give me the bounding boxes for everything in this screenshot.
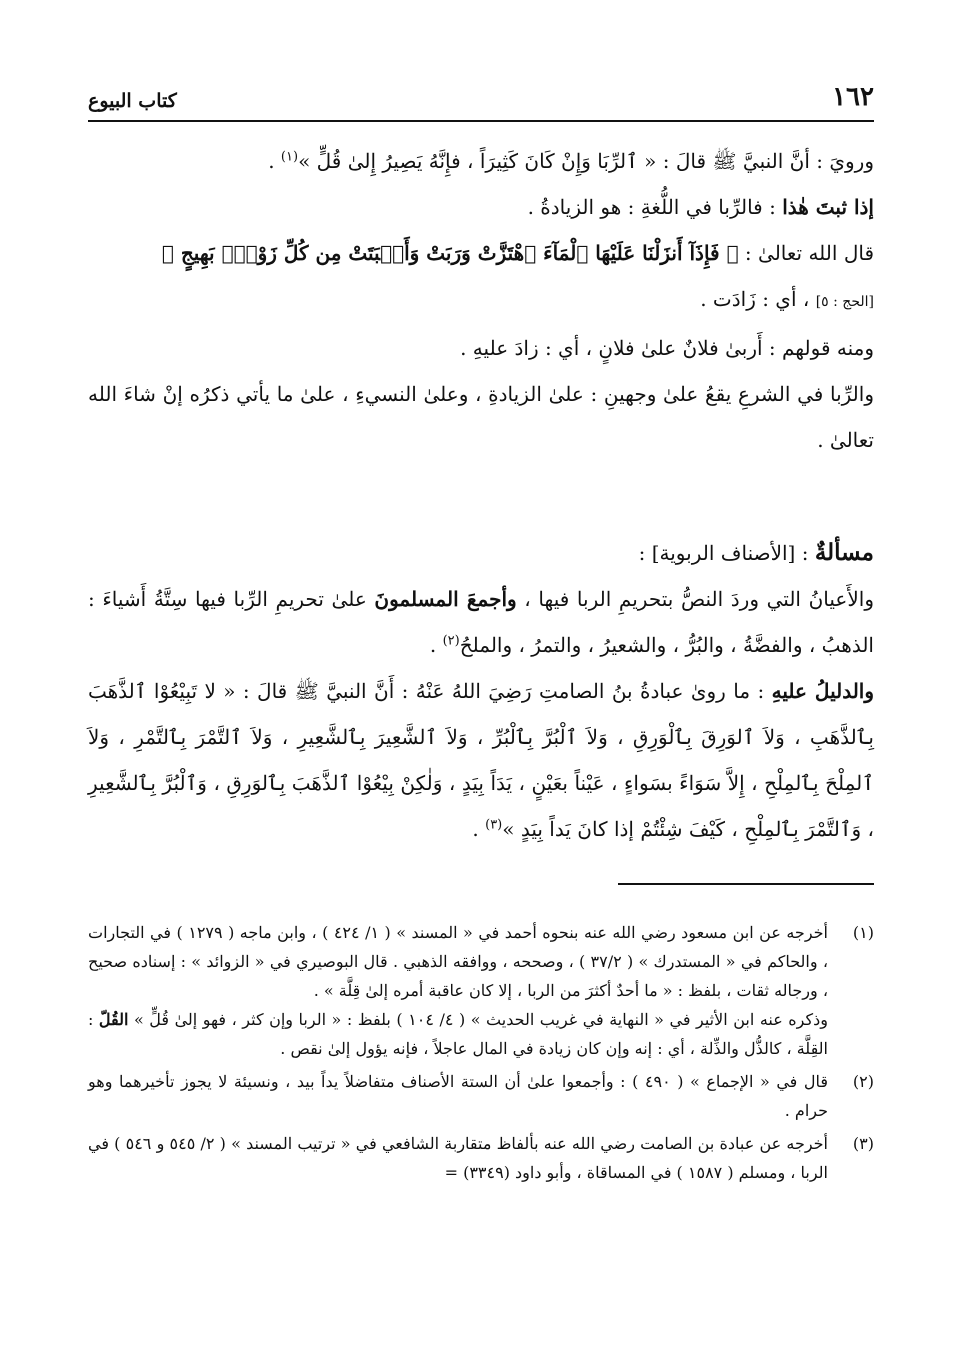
page-number: ١٦٢ bbox=[832, 82, 874, 112]
paragraph-text: والرِّبا في الشرعِ يقعُ علىٰ وجهينِ : علىٰ الزيادةِ ، وعلىٰ النسيءِ ، علىٰ ما يأتي ذكرُه إنْ شاءَ الله تعالىٰ . bbox=[88, 382, 874, 452]
section-heading bbox=[88, 530, 874, 576]
heading-topic: : [الأصناف الربوية] : bbox=[638, 541, 815, 565]
footnote-ref[interactable]: (٣) bbox=[485, 817, 503, 833]
paragraph-sharia bbox=[88, 371, 874, 463]
paragraph-usage bbox=[88, 325, 874, 371]
paragraph-hadith-riba bbox=[88, 138, 874, 184]
paragraph-text: ، أي : زَادَت . bbox=[700, 287, 816, 311]
paragraph-linguistic bbox=[88, 184, 874, 230]
section-riba-definition bbox=[88, 138, 874, 463]
paragraph-text: والأَعيانُ التي وردَ النصُّ بتحريمِ الربا فيها ، bbox=[516, 587, 874, 611]
footnote-3 bbox=[88, 1129, 874, 1187]
footnote-continuation bbox=[88, 1005, 828, 1063]
verse-citation: [الحج : ٥] bbox=[815, 294, 874, 310]
footnote-text: وذكره عنه ابن الأثير في « النهاية في غريب الحديث » ( ٤/ ١٠٤ ) بلفظ : « الربا وإن كثر ، فهو إلىٰ قُلٍّ » bbox=[128, 1010, 828, 1029]
footnotes bbox=[88, 918, 874, 1191]
paragraph-evidence bbox=[88, 668, 874, 852]
paragraph-end: . bbox=[429, 633, 443, 657]
book-title: كتاب البيوع bbox=[88, 90, 177, 112]
paragraph-end: . bbox=[472, 817, 486, 841]
footnote-number: (٣) bbox=[852, 1134, 874, 1153]
footnote-text: أخرجه عن عبادة بن الصامت رضي الله عنه بألفاظ متقاربة الشافعي في « ترتيب المسند » ( ٢/ ٥٤٥ و ٥٤٦ ) في الربا ، ومسلم ( ١٥٨٧ ) في المساقاة ، وأبو داود (٣٣٤٩) = bbox=[88, 1134, 828, 1182]
footnote-text: أخرجه عن ابن مسعود رضي الله عنه بنحوه أحمد في « المسند » ( ١/ ٤٢٤ ) ، وابن ماجه ( ١٢٧٩ ) في التجارات ، والحاكم في « المستدرك » ( ٣٧/٢ ) ، وصححه ، ووافقه الذهبي . قال البوصيري في « الزوائد » : إسناده صحيح ، ورجاله ثقات ، بلفظ : « ما أحدٌ أكثرَ من الربا ، إلا كان عاقبة أمره إلىٰ قِلَّة » . bbox=[88, 923, 829, 1000]
footnote-text: : القِلَّة ، كالذُّل والذِّلة ، أي : إنه وإن كان زيادة في المال عاجلاً ، فإنه يؤول إلىٰ نقص . bbox=[88, 1010, 828, 1058]
paragraph-text: : فالرِّبا في اللُّغةِ : هو الزيادةُ . bbox=[527, 195, 783, 219]
paragraph-text: : ما روىٰ عبادةُ بنُ الصامتِ رَضِيَ اللهُ عَنْهُ : أَنَّ النبيَّ ﷺ قالَ : « لا تَبِيْعُوْا ٱلذَّهَبَ بِٱلذَّهَبِ ، وَلاَ ٱلوَرِقَ بِٱلْوَرِقِ ، وَلاَ ٱلْبُرَّ بِٱلْبُرِّ ، وَلاَ ٱلشَّعِيرَ بِٱلشَّعِيرِ ، وَلاَ ٱلتَّمْرَ بِٱلتَّمْرِ ، وَلاَ ٱلمِلْحَ بِٱلمِلْحِ ، إِلاَّ سَوَاءً بسَواءٍ ، عَيْناً بعَيْنٍ ، يَدَاً بِيَدٍ ، وَلٰكِنْ بِيْعُوْا ٱلذَّهَبَ بِٱلوَرِقِ ، وَٱلْبُرَّ بِٱلشَّعِيرِ ، وَٱلتَّمْرَ بِٱلمِلْحِ ، كَيْفَ شِئْتُمْ إذا كانَ يَداً بِيَدٍ » bbox=[88, 679, 874, 841]
lead-phrase: والدليلُ عليهِ bbox=[771, 679, 875, 703]
footnote-number: (٢) bbox=[852, 1072, 874, 1091]
paragraph-end: . bbox=[268, 149, 281, 173]
paragraph-text: ومنه قولهم : أَربىٰ فلانٌ علىٰ فلانٍ ، أي : زادَ عليهِ . bbox=[460, 336, 874, 360]
footnote-text: قال في « الإجماع » ( ٤٩٠ ) : وأجمعوا علىٰ أن الستة الأصناف متفاضلاً يداً بيد ، ونسيئة لا يجوز تأخيرهما وهو حرام . bbox=[88, 1072, 828, 1120]
footnote-term: القُلّ bbox=[98, 1010, 129, 1029]
paragraph-text: علىٰ تحريمِ الرِّبا فيها سِتَّةُ أَشياءَ : الذهبُ ، والفضَّةُ ، والبُرُّ ، والشعيرُ ، والتمرُ ، والملحُ bbox=[88, 587, 874, 657]
paragraph-text: قال الله تعالىٰ : bbox=[738, 241, 874, 265]
footnote-ref[interactable]: (٢) bbox=[442, 633, 460, 649]
bold-phrase: وأجمعَ المسلمونَ bbox=[374, 587, 517, 611]
paragraph-text: ورويَ : أنَّ النبيَّ ﷺ قالَ : « ٱلرِّبَا وَإِنْ كَانَ كَثِيرَاً ، فإِنَّهُ يَصِيرُ إِلىٰ قُلٍّ » bbox=[298, 149, 874, 173]
footnote-1 bbox=[88, 918, 874, 1063]
heading-label: مسألةٌ bbox=[814, 539, 874, 566]
paragraph-six-items bbox=[88, 576, 874, 668]
footnote-divider bbox=[618, 883, 874, 885]
paragraph-quran bbox=[88, 230, 874, 325]
footnote-2 bbox=[88, 1067, 874, 1125]
footnote-ref[interactable]: (١) bbox=[280, 149, 299, 165]
quran-verse: ﴿ فَإِذَآ أَنزَلْنَا عَلَيْهَا ٱلْمَآءَ ٱهْتَزَّتْ وَرَبَتْ وَأَنۢبَتَتْ مِن كُلِّ زَوْجٍۭ بَهِيجٍ ﴾ bbox=[161, 241, 739, 265]
lead-phrase: إذا ثبتَ هٰذا bbox=[782, 195, 874, 219]
running-header bbox=[88, 80, 874, 122]
section-ribawi-items bbox=[88, 530, 874, 852]
footnote-number: (١) bbox=[852, 923, 874, 942]
